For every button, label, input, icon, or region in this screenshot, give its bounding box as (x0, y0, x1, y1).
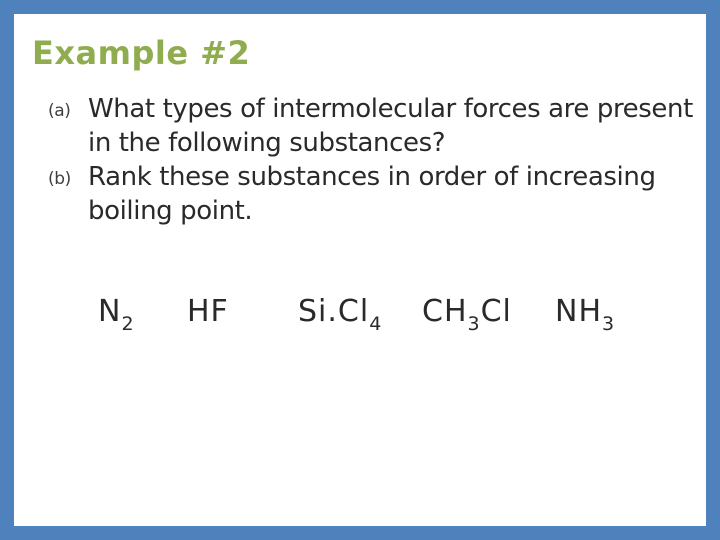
formula-n2 (98, 294, 135, 335)
slide-title: Example #2 (32, 34, 251, 72)
question-text: What types of intermolecular forces are present in the following substances? (88, 94, 693, 158)
question-marker: (b) (48, 169, 71, 189)
formula-main: N (98, 294, 122, 329)
slide (14, 14, 706, 526)
formula-rest: Cl (480, 294, 512, 329)
formula-subscript: 4 (369, 313, 383, 335)
question-text: Rank these substances in order of increasing boiling point. (88, 162, 656, 226)
question-item (48, 92, 698, 160)
formula-subscript: 3 (467, 313, 481, 335)
formula-subscript: 3 (602, 313, 616, 335)
formula-sicl4 (298, 294, 383, 335)
formula-ch3cl (422, 294, 512, 335)
formula-hf (187, 294, 229, 329)
formula-nh3 (555, 294, 616, 335)
formula-main: CH (422, 294, 468, 329)
formula-main: Si.Cl (298, 294, 370, 329)
question-marker: (a) (48, 101, 71, 121)
question-list (48, 92, 698, 228)
formula-main: HF (187, 294, 229, 329)
formula-row (14, 294, 706, 354)
formula-subscript: 2 (121, 313, 135, 335)
formula-main: NH (555, 294, 602, 329)
question-item (48, 160, 698, 228)
